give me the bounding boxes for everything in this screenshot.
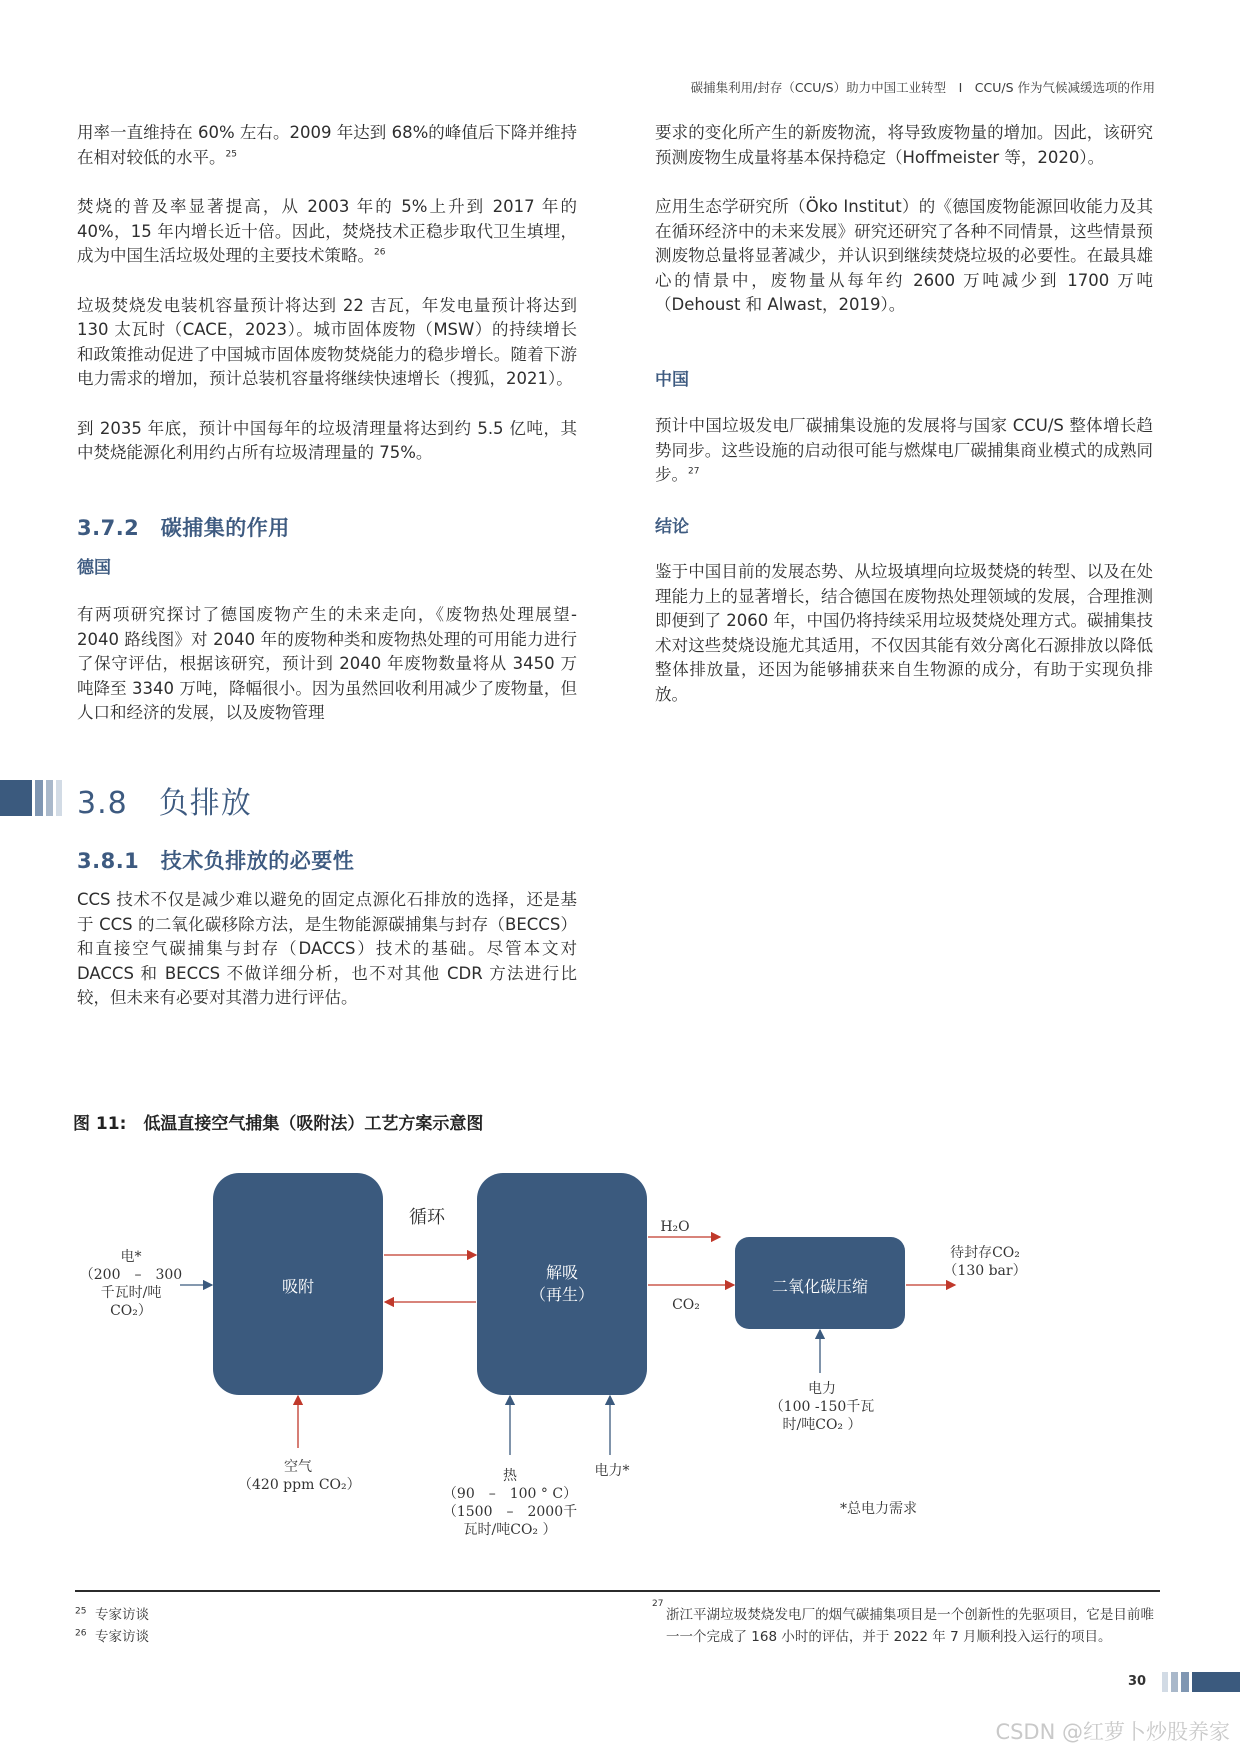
figure-note: *总电力需求 [840,1501,917,1517]
co2-label: CO₂ [672,1297,700,1313]
footnote-divider [75,1590,1160,1592]
air-label: 空气 （420 ppm CO₂） [238,1459,361,1493]
heading-germany: 德国 [77,558,111,578]
adsorption-label: 吸附 [281,1277,314,1296]
desorption-label: 解吸 （再生） [529,1263,594,1304]
heading-3-8-1: 3.8.1 技术负排放的必要性 [77,849,355,873]
right-column-mid [655,414,1153,513]
power-input-label: 电* （200 – 300 千瓦时/吨 CO₂） [79,1249,183,1319]
power-compression-label: 电力 （100 -150千瓦 时/吨CO₂ ） [769,1381,875,1433]
paragraph: 预计中国垃圾发电厂碳捕集设施的发展将与国家 CCU/S 整体增长趋势同步。这些设施的启动很可能与燃煤电厂碳捕集商业模式的成熟同步。$^{27}$ [655,416,1153,484]
footnote-26: $^{26}$ 专家访谈 [75,1628,150,1645]
section-3-8-body [77,888,577,1036]
running-header: 碳捕集利用/封存（CCU/S）助力中国工业转型 I CCU/S 作为气候减缓选项的作用 [690,80,1155,95]
paragraph: 要求的变化所产生的新废物流，将导致废物量的增加。因此，该研究预测废物生成量将基本保持稳定（Hoffmeister 等，2020）。 [655,123,1153,167]
power-desorption-label: 电力* [594,1463,630,1479]
footnote-ref[interactable]: 26 [374,247,386,258]
footnotes-left [75,1604,475,1648]
storage-label: 待封存CO₂ （130 bar） [943,1245,1027,1279]
footnote-ref[interactable]: 25 [225,149,237,159]
left-column [77,121,577,491]
paragraph: 到 2035 年底，预计中国每年的垃圾清理量将达到约 5.5 亿吨，其中焚烧能源化利用约占所有垃圾清理量的 75%。 [77,418,577,462]
heading-3-7-2: 3.7.2 碳捕集的作用 [77,516,290,540]
section-title-3-8: 3.8 负排放 [77,786,252,821]
right-column-lower [655,560,1153,732]
paragraph: CCS 技术不仅是减少难以避免的固定点源化石排放的选择，还是基于 CCS 的二氧化碳移除方法，是生物能源碳捕集与封存（BECCS）和直接空气碳捕集与封存（DACCS）技术的基础。尽管本文对 DACCS 和 BECCS 不做详细分析，也不对其他 CDR 方法进行比较，但未来有必要对其潜力进行评估。 [77,890,577,1007]
heading-china: 中国 [655,370,689,390]
cycle-label: 循环 [409,1207,445,1228]
heading-conclusion: 结论 [655,517,689,537]
left-column-lower [77,603,577,751]
page-number: 30 [1128,1674,1147,1689]
footnote-27: 27 浙江平湖垃圾焚烧发电厂的烟气碳捕集项目是一个创新性的先驱项目，它是目前唯一一个完成了 168 小时的评估，并于 2022 年 7 月顺利投入运行的项目。 [652,1599,1154,1645]
heat-label: 热 （90 – 100 ° C） （1500 – 2000千 瓦时/吨CO₂ ） [442,1468,578,1538]
footnote-25: $^{25}$ 专家访谈 [75,1606,150,1623]
right-column [655,121,1153,343]
watermark: CSDN @红萝卜炒股养家 [995,1720,1230,1744]
footnote-ref[interactable]: 27 [688,466,700,477]
page-marker [1162,1672,1240,1692]
compression-label: 二氧化碳压缩 [771,1277,868,1296]
dac-process-diagram [0,1160,1240,1560]
paragraph: 有两项研究探讨了德国废物产生的未来走向，《废物热处理展望- 2040 路线图》对 2040 年的废物种类和废物热处理的可用能力进行了保守评估，根据该研究，预计到 2040 年废物数量将从 3450 万吨降至 3340 万吨，降幅很小。因为虽然回收利用减少了废物量，但人口和经济的发展，以及废物管理 [77,605,577,722]
paragraph: 用率一直维持在 60% 左右。2009 年达到 68%的峰值后下降并维持在相对较低的水平。$^{25}$ [77,123,577,167]
paragraph: 鉴于中国目前的发展态势、从垃圾填埋向垃圾焚烧的转型、以及在处理能力上的显著增长，结合德国在废物热处理领域的发展，合理推测即便到了 2060 年，中国仍将持续采用垃圾焚烧处理方式。碳捕集技术对这些焚烧设施尤其适用，不仅因其能有效分离化石源排放以降低整体排放量，还因为能够捕获来自生物源的成分，有助于实现负排放。 [655,562,1153,704]
paragraph: 应用生态学研究所（Öko Institut）的《德国废物能源回收能力及其在循环经济中的未来发展》研究还研究了各种不同情景，这些情景预测废物总量将显著减少，并认识到继续焚烧垃圾的必要性。在最具雄心的情景中，废物量从每年约 2600 万吨减少到 1700 万吨（Dehoust 和 Alwast，2019）。 [655,197,1153,314]
figure-title: 图 11: 低温直接空气捕集（吸附法）工艺方案示意图 [73,1114,484,1134]
paragraph: 垃圾焚烧发电装机容量预计将达到 22 吉瓦，年发电量预计将达到 130 太瓦时（CACE，2023）。城市固体废物（MSW）的持续增长和政策推动促进了中国城市固体废物焚烧能力的稳步增长。随着下游电力需求的增加，预计总装机容量将继续快速增长（搜狐，2021）。 [77,295,577,388]
section-marker [0,780,62,816]
h2o-label: H₂O [660,1219,690,1235]
paragraph: 焚烧的普及率显著提高，从 2003 年的 5%上升到 2017 年的 40%，15 年内增长近十倍。因此，焚烧技术正稳步取代卫生填埋，成为中国生活垃圾处理的主要技术策略。$^{26}$ [77,197,577,265]
